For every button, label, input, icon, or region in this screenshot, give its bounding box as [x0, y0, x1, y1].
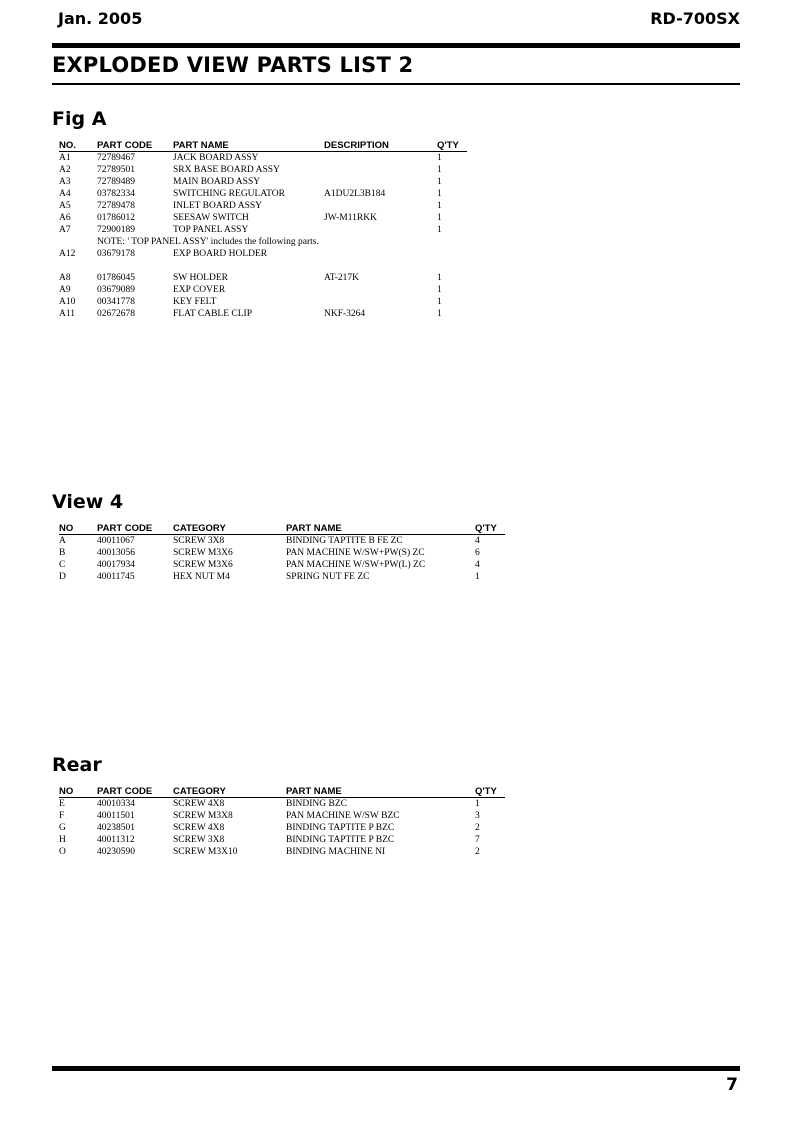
cell-part-name: PAN MACHINE W/SW BZC: [286, 811, 400, 821]
page-number: 7: [726, 1075, 738, 1095]
cell-part-code: 00341778: [97, 297, 135, 307]
cell-part-name: PAN MACHINE W/SW+PW(L) ZC: [286, 560, 426, 570]
cell-part-code: 03679089: [97, 285, 135, 295]
cell-part-code: 40230590: [97, 847, 135, 857]
cell-no: A12: [59, 249, 76, 259]
cell-part-code: 40011745: [97, 572, 135, 582]
col-header-part-code: PART CODE: [97, 786, 173, 798]
table-row: [59, 152, 467, 165]
cell-no: H: [59, 835, 66, 845]
cell-no: A1: [59, 153, 71, 163]
view4-title: View 4: [52, 491, 124, 513]
col-header-part-code: PART CODE: [97, 140, 173, 152]
cell-category: SCREW 3X8: [173, 536, 225, 546]
cell-qty: 1: [437, 273, 442, 283]
table-row: [59, 547, 505, 559]
cell-qty: 1: [437, 297, 442, 307]
cell-no: [59, 236, 97, 248]
table-row: [59, 798, 505, 811]
cell-qty: 1: [437, 309, 442, 319]
cell-qty: 1: [437, 213, 442, 223]
cell-part-code: 40010334: [97, 799, 135, 809]
table-row: [59, 164, 467, 176]
cell-part-name: EXP COVER: [173, 285, 226, 295]
cell-no: A10: [59, 297, 76, 307]
cell-qty: 4: [475, 560, 480, 570]
cell-part-code: 72789467: [97, 153, 135, 163]
table-row: [59, 834, 505, 846]
cell-part-code: 72789489: [97, 177, 135, 187]
cell-qty: 1: [437, 177, 442, 187]
cell-no: A9: [59, 285, 71, 295]
cell-part-name: PAN MACHINE W/SW+PW(S) ZC: [286, 548, 425, 558]
view4-table: [59, 523, 505, 583]
fig-a-title: Fig A: [52, 108, 107, 130]
cell-part-code: 72789478: [97, 201, 135, 211]
fig-a-table: [59, 140, 467, 320]
col-header-part-name: PART NAME: [286, 523, 475, 535]
cell-part-name: FLAT CABLE CLIP: [173, 309, 253, 319]
cell-qty: 7: [475, 835, 480, 845]
cell-no: A7: [59, 225, 71, 235]
header-model: RD-700SX: [650, 9, 740, 28]
cell-part-code: 02672678: [97, 309, 135, 319]
spacer-cell: [59, 260, 467, 272]
cell-part-name: MAIN BOARD ASSY: [173, 177, 261, 187]
cell-no: C: [59, 560, 66, 570]
header-date: Jan. 2005: [58, 9, 143, 28]
note-row: [59, 236, 467, 248]
cell-qty: 1: [475, 799, 480, 809]
cell-category: HEX NUT M4: [173, 572, 230, 582]
title-rule: [52, 83, 740, 85]
cell-qty: 1: [437, 201, 442, 211]
table-row: [59, 535, 505, 548]
cell-part-code: 40011501: [97, 811, 135, 821]
col-header-qty: Q'TY: [437, 140, 467, 152]
cell-part-name: BINDING TAPTITE P BZC: [286, 823, 395, 833]
cell-no: D: [59, 572, 66, 582]
table-row: [59, 846, 505, 858]
cell-description: [324, 296, 437, 308]
cell-no: B: [59, 548, 66, 558]
cell-description: [324, 248, 437, 260]
cell-qty: 4: [475, 536, 480, 546]
cell-part-name: JACK BOARD ASSY: [173, 153, 259, 163]
table-row: [59, 224, 467, 236]
rear-title: Rear: [52, 754, 102, 776]
cell-part-code: 40017934: [97, 560, 135, 570]
table-row: [59, 176, 467, 188]
rear-table: [59, 786, 505, 858]
table-row: [59, 212, 467, 224]
cell-part-code: 40013056: [97, 548, 135, 558]
cell-category: SCREW M3X6: [173, 560, 233, 570]
cell-part-code: 03679178: [97, 249, 135, 259]
cell-part-name: EXP BOARD HOLDER: [173, 249, 268, 259]
cell-description: [324, 164, 437, 176]
table-row: [59, 248, 467, 260]
cell-qty: 6: [475, 548, 480, 558]
cell-category: SCREW M3X8: [173, 811, 233, 821]
cell-part-name: BINDING TAPTITE B FE ZC: [286, 536, 403, 546]
cell-qty: 1: [437, 189, 442, 199]
page-title: EXPLODED VIEW PARTS LIST 2: [52, 53, 414, 77]
cell-description: NKF-3264: [324, 309, 366, 319]
cell-no: A3: [59, 177, 71, 187]
cell-no: A4: [59, 189, 71, 199]
cell-part-name: INLET BOARD ASSY: [173, 201, 263, 211]
cell-part-name: TOP PANEL ASSY: [173, 225, 249, 235]
cell-no: A11: [59, 309, 76, 319]
cell-part-code: 01786012: [97, 213, 135, 223]
note-text: NOTE: ' TOP PANEL ASSY' includes the following parts.: [97, 237, 319, 247]
col-header-part-name: PART NAME: [173, 140, 324, 152]
cell-no: A: [59, 536, 66, 546]
cell-part-name: BINDING TAPTITE P BZC: [286, 835, 395, 845]
cell-description: [324, 176, 437, 188]
cell-part-name: KEY FELT: [173, 297, 217, 307]
table-row: [59, 810, 505, 822]
cell-description: A1DU2L3B184: [324, 189, 386, 199]
col-header-part-name: PART NAME: [286, 786, 475, 798]
cell-part-code: 40011312: [97, 835, 135, 845]
cell-qty: 1: [437, 225, 442, 235]
cell-description: [324, 200, 437, 212]
cell-part-code: 40011067: [97, 536, 135, 546]
table-row: [59, 200, 467, 212]
table-row: [59, 822, 505, 834]
col-header-no: NO.: [59, 140, 97, 152]
table-header-row: [59, 140, 467, 152]
cell-part-name: SEESAW SWITCH: [173, 213, 249, 223]
table-row: [59, 308, 467, 320]
cell-category: SCREW 4X8: [173, 799, 225, 809]
cell-part-name: SWITCHING REGULATOR: [173, 189, 285, 199]
footer-rule: [52, 1066, 740, 1071]
col-header-part-code: PART CODE: [97, 523, 173, 535]
cell-qty: 1: [437, 165, 442, 175]
col-header-no: NO: [59, 786, 97, 798]
cell-part-code: 72789501: [97, 165, 135, 175]
cell-category: SCREW M3X6: [173, 548, 233, 558]
header-rule: [52, 43, 740, 48]
table-row: [59, 571, 505, 583]
cell-qty: 1: [437, 153, 442, 163]
cell-category: SCREW 3X8: [173, 835, 225, 845]
col-header-category: CATEGORY: [173, 786, 286, 798]
table-row: [59, 272, 467, 284]
cell-qty: 2: [475, 823, 480, 833]
cell-part-name: BINDING MACHINE NI: [286, 847, 386, 857]
cell-no: A8: [59, 273, 71, 283]
cell-category: SCREW 4X8: [173, 823, 225, 833]
cell-description: [324, 284, 437, 296]
cell-part-name: SRX BASE BOARD ASSY: [173, 165, 280, 175]
table-header-row: [59, 786, 505, 798]
cell-no: F: [59, 811, 65, 821]
table-row: [59, 188, 467, 200]
cell-no: O: [59, 847, 66, 857]
col-header-qty: Q'TY: [475, 523, 505, 535]
cell-part-name: BINDING BZC: [286, 799, 347, 809]
cell-part-code: 72900189: [97, 225, 135, 235]
cell-no: E: [59, 799, 65, 809]
cell-part-name: SPRING NUT FE ZC: [286, 572, 370, 582]
cell-qty: 1: [437, 285, 442, 295]
col-header-category: CATEGORY: [173, 523, 286, 535]
col-header-description: DESCRIPTION: [324, 140, 437, 152]
cell-part-code: 03782334: [97, 189, 135, 199]
cell-qty: [437, 248, 467, 260]
cell-no: A6: [59, 213, 71, 223]
col-header-no: NO: [59, 523, 97, 535]
col-header-qty: Q'TY: [475, 786, 505, 798]
table-row: [59, 284, 467, 296]
cell-part-code: 40238501: [97, 823, 135, 833]
cell-description: AT-217K: [324, 273, 360, 283]
table-header-row: [59, 523, 505, 535]
cell-category: SCREW M3X10: [173, 847, 238, 857]
spacer-row: [59, 260, 467, 272]
table-row: [59, 296, 467, 308]
cell-description: [324, 152, 437, 165]
table-row: [59, 559, 505, 571]
cell-no: G: [59, 823, 66, 833]
cell-part-code: 01786045: [97, 273, 135, 283]
cell-no: A5: [59, 201, 71, 211]
cell-part-name: SW HOLDER: [173, 273, 228, 283]
cell-qty: 1: [475, 572, 480, 582]
cell-qty: 2: [475, 847, 480, 857]
cell-no: A2: [59, 165, 71, 175]
cell-description: [324, 224, 437, 236]
cell-qty: 3: [475, 811, 480, 821]
cell-description: JW-M11RKK: [324, 213, 377, 223]
